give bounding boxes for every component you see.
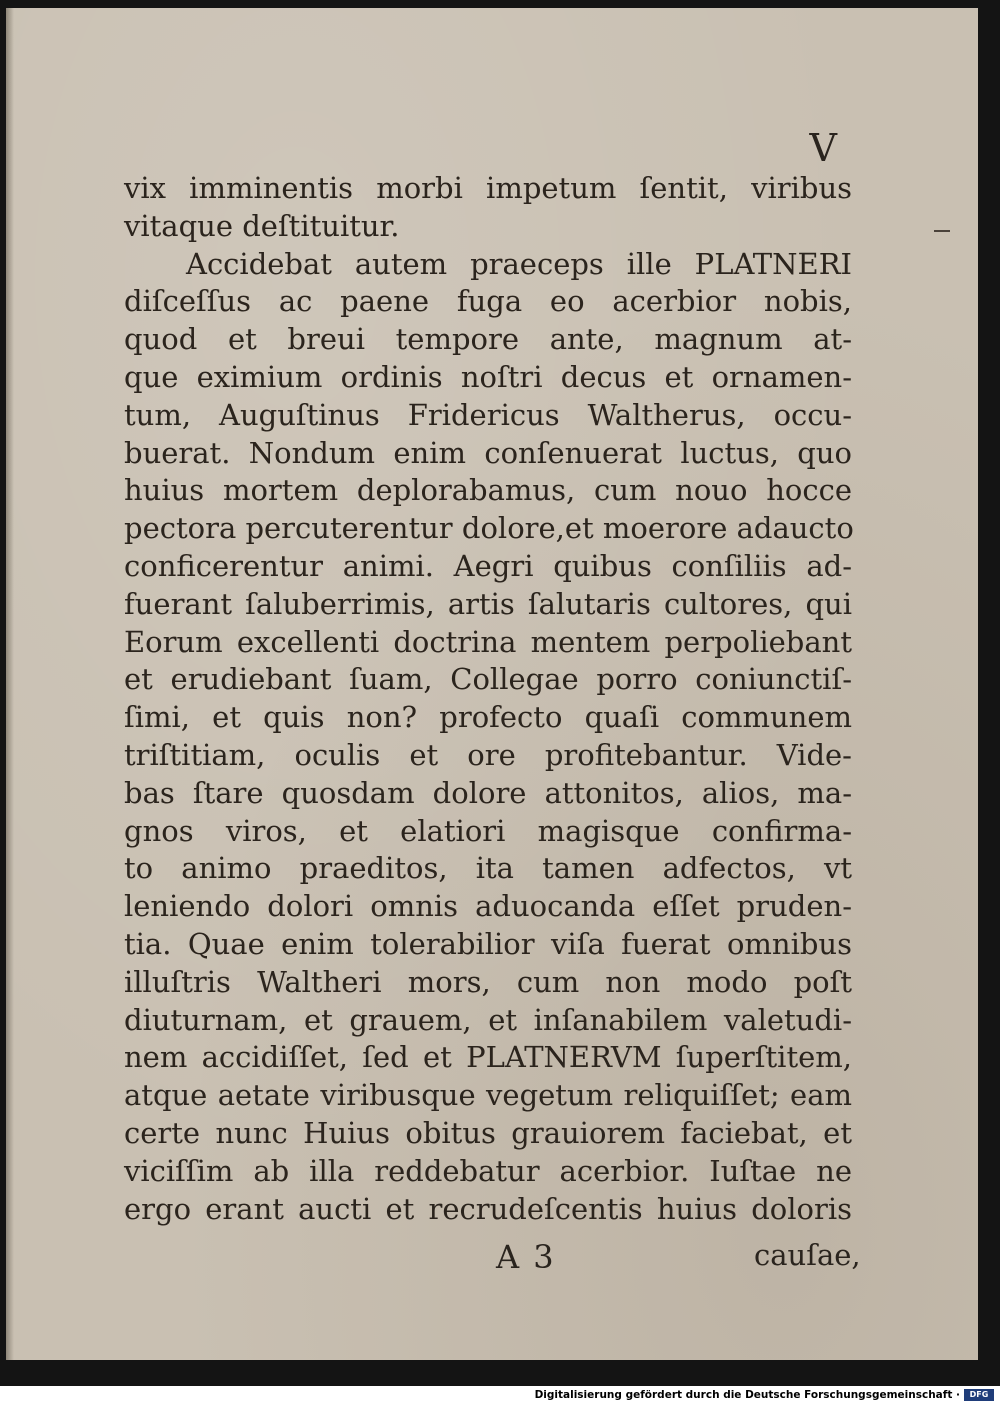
text-line: diſceſſus ac paene fuga eo acerbior nobis, (124, 284, 852, 319)
dfg-logo-icon: DFG (964, 1389, 994, 1401)
signature-mark: A 3 (496, 1238, 556, 1276)
stray-ink-mark (934, 230, 950, 232)
text-line: huius mortem deplorabamus, cum nouo hocce (124, 473, 852, 508)
text-line: tum, Auguſtinus Fridericus Waltherus, occu- (124, 397, 852, 432)
text-line: bas ſtare quosdam dolore attonitos, alios, ma- (124, 775, 852, 810)
text-line: nem accidiſſet, ſed et PLATNERVM ſuperſtitem, (124, 1040, 852, 1075)
body-text (124, 170, 852, 1228)
text-line: to animo praeditos, ita tamen adfectos, vt (124, 851, 852, 886)
text-line: Eorum excellenti doctrina mentem perpoliebant (124, 624, 852, 659)
footer-bar (0, 1386, 1000, 1404)
text-line: vitaque deſtituitur. (124, 208, 400, 243)
text-line: quod et breui tempore ante, magnum at- (124, 322, 852, 357)
text-line: vix imminentis morbi impetum ſentit, viribus (124, 171, 852, 205)
text-line: ergo erant aucti et recrudeſcentis huius doloris (124, 1191, 852, 1226)
page-folio: V (809, 126, 838, 170)
text-line: buerat. Nondum enim conſenuerat luctus, quo (124, 435, 852, 470)
text-line: que eximium ordinis noſtri decus et ornamen- (124, 359, 852, 394)
text-line: fuerant ſaluberrimis, artis ſalutaris cultores, qui (124, 586, 852, 621)
text-line: ſimi, et quis non? profecto quaſi communem (124, 700, 852, 735)
footer-credit: Digitalisierung gefördert durch die Deutsche Forschungsgemeinschaft · (534, 1389, 960, 1401)
text-line: tia. Quae enim tolerabilior viſa fuerat omnibus (124, 926, 852, 961)
text-line: leniendo dolori omnis aduocanda eſſet pruden- (124, 889, 852, 924)
text-line: gnos viros, et elatiori magisque confirma- (124, 813, 852, 848)
book-page (6, 8, 978, 1360)
text-line: atque aetate viribusque vegetum reliquiſſet; eam (124, 1078, 852, 1113)
text-line: viciſſim ab illa reddebatur acerbior. Iuſtae ne (124, 1153, 852, 1188)
text-line: triſtitiam, oculis et ore profitebantur. Vide- (124, 737, 852, 772)
text-line: pectora percuterentur dolore,et moerore adaucto (124, 511, 854, 546)
text-line: illuſtris Waltheri mors, cum non modo poſt (124, 964, 852, 999)
page-edge-shadow (6, 8, 14, 1360)
text-line: diuturnam, et grauem, et inſanabilem valetudi- (124, 1002, 852, 1037)
catchword: cauſae, (754, 1238, 861, 1272)
text-line: certe nunc Huius obitus grauiorem faciebat, et (124, 1115, 852, 1150)
text-line: Accidebat autem praeceps ille PLATNERI (186, 246, 852, 281)
text-line: conficerentur animi. Aegri quibus conſiliis ad- (124, 548, 852, 583)
text-line: et erudiebant ſuam, Collegae porro coniunctiſ- (124, 662, 852, 697)
